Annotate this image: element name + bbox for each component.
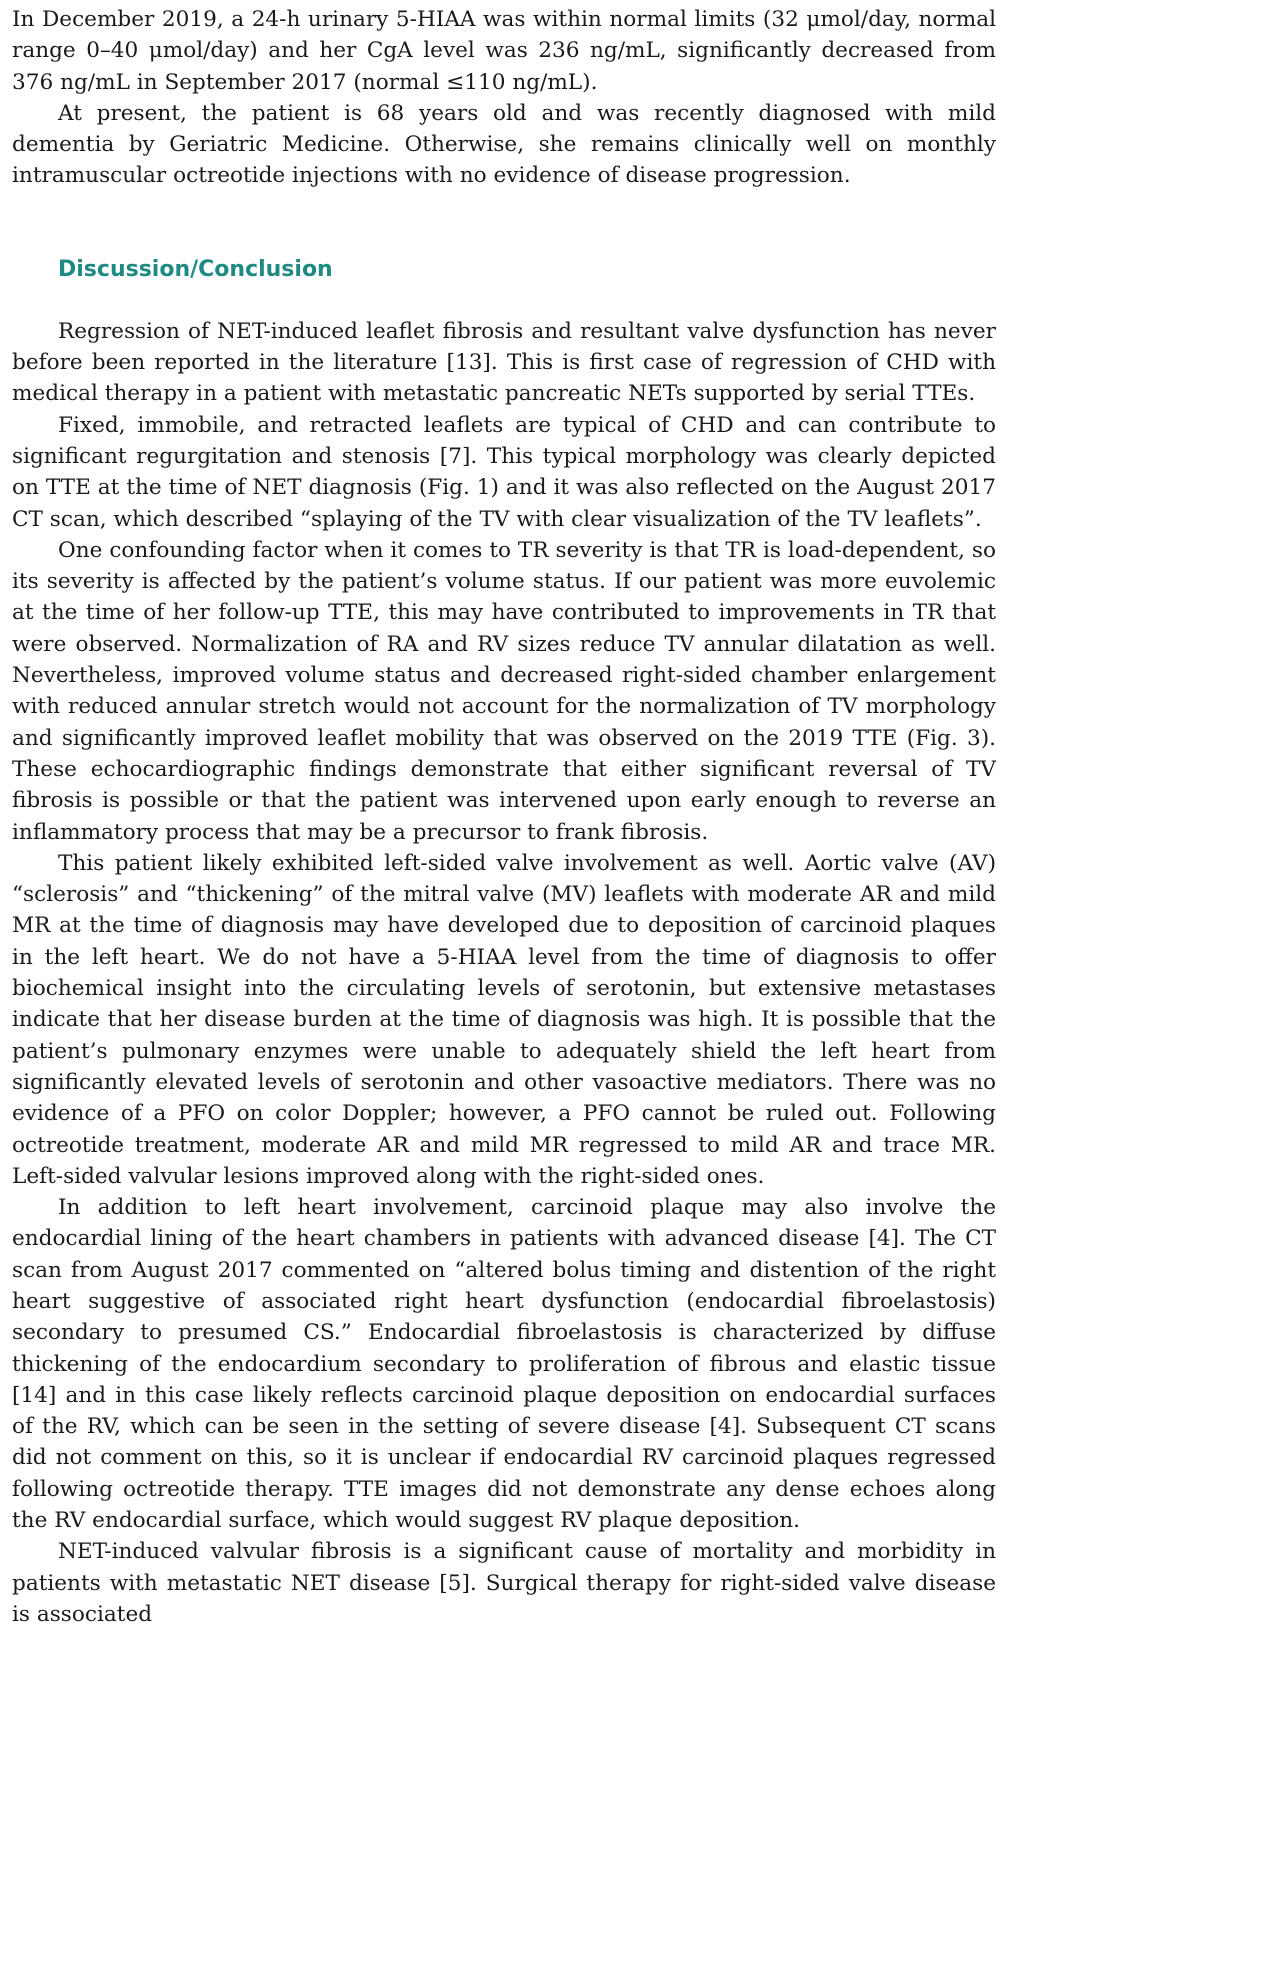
discussion-paragraph-1: Regression of NET-induced leaflet fibrosis and resultant valve dysfunction has never before been reported in the literature [13]. This is first case of regression of CHD with medical therapy in a patient with metastatic pancreatic NETs supported by serial TTEs.	[12, 318, 996, 407]
discussion-paragraph-6: NET-induced valvular fibrosis is a significant cause of mortality and morbidity in patients with metastatic NET disease [5]. Surgical therapy for right-sided valve disease is associated	[12, 1539, 996, 1627]
discussion-paragraph-3: One confounding factor when it comes to TR severity is that TR is load-dependent, so its severity is affected by the patient’s volume status. If our patient was more euvolemic at the time of her follow-up TTE, this may have contributed to improvements in TR that were observed. Normalization of RA and RV sizes reduce TV annular dilatation as well. Nevertheless, improved volume status and decreased right-sided chamber enlargement with reduced annular stretch would not account for the normalization of TV morphology and significantly improved leaflet mobility that was observed on the 2019 TTE (Fig. 3). These echocardiographic findings demonstrate that either significant reversal of TV fibrosis is possible or that the patient was intervened upon early enough to reverse an inflammatory process that may be a precursor to frank fibrosis.	[12, 537, 996, 845]
discussion-paragraph-4: This patient likely exhibited left-sided valve involvement as well. Aortic valve (AV) “sclerosis” and “thickening” of the mitral valve (MV) leaflets with moderate AR and mild MR at the time of diagnosis may have developed due to deposition of carcinoid plaques in the left heart. We do not have a 5-HIAA level from the time of diagnosis to offer biochemical insight into the circulating levels of serotonin, but extensive metastases indicate that her disease burden at the time of diagnosis was high. It is possible that the patient’s pulmonary enzymes were unable to adequately shield the left heart from significantly elevated levels of serotonin and other vasoactive mediators. There was no evidence of a PFO on color Doppler; however, a PFO cannot be ruled out. Following octreotide treatment, moderate AR and mild MR regressed to mild AR and trace MR. Left-sided valvular lesions improved along with the right-sided ones.	[12, 850, 996, 1189]
section-heading: Discussion/Conclusion	[58, 256, 333, 282]
discussion-paragraph-2: Fixed, immobile, and retracted leaflets are typical of CHD and can contribute to significant regurgitation and stenosis [7]. This typical morphology was clearly depicted on TTE at the time of NET diagnosis (Fig. 1) and it was also reflected on the August 2017 CT scan, which described “splaying of the TV with clear visualization of the TV leaflets”.	[12, 412, 996, 532]
discussion-paragraph-5: In addition to left heart involvement, carcinoid plaque may also involve the endocardial lining of the heart chambers in patients with advanced disease [4]. The CT scan from August 2017 commented on “altered bolus timing and distention of the right heart suggestive of associated right heart dysfunction (endocardial fibroelastosis) secondary to presumed CS.” Endocardial fibroelastosis is characterized by diffuse thickening of the endocardium secondary to proliferation of fibrous and elastic tissue [14] and in this case likely reflects carcinoid plaque deposition on endocardial surfaces of the RV, which can be seen in the setting of severe disease [4]. Subsequent CT scans did not comment on this, so it is unclear if endocardial RV carcinoid plaques regressed following octreotide therapy. TTE images did not demonstrate any dense echoes along the RV endocardial surface, which would suggest RV plaque deposition.	[12, 1195, 996, 1534]
intro-paragraph-1: In December 2019, a 24-h urinary 5-HIAA was within normal limits (32 μmol/day, normal range 0–40 μmol/day) and her CgA level was 236 ng/mL, significantly decreased from 376 ng/mL in September 2017 (normal ≤110 ng/mL).	[12, 7, 996, 95]
section-spacer	[12, 192, 996, 254]
article-page	[12, 4, 996, 1630]
section-spacer	[12, 285, 996, 316]
intro-paragraph-2: At present, the patient is 68 years old and was recently diagnosed with mild dementia by Geriatric Medicine. Otherwise, she remains clinically well on monthly intramuscular octreotide injections with no evidence of disease progression.	[12, 100, 996, 189]
